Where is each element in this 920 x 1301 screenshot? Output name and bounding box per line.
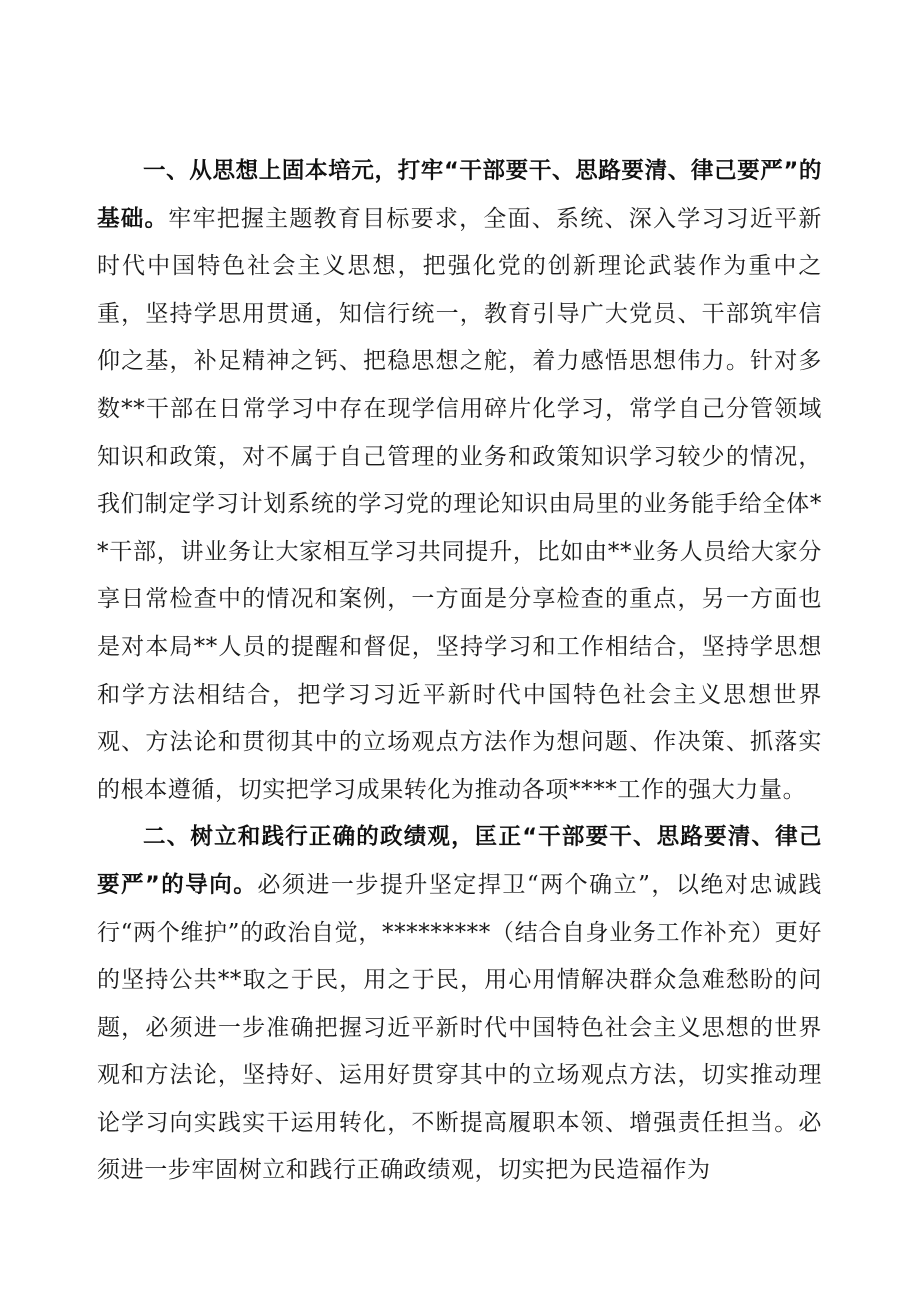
paragraph-1-text: 牢牢把握主题教育目标要求，全面、系统、深入学习习近平新时代中国特色社会主义思想，把强化党的创新理论武装作为重中之重，坚持学思用贯通，知信行统一，教育引导广大党员、干部筑牢信仰之基，补足精神之钙、把稳思想之舵，着力感悟思想伟力。针对多数**干部在日常学习中存在现学信用碎片化学习，常学自己分管领域知识和政策，对不属于自己管理的业务和政策知识学习较少的情况，我们制定学习计划系统的学习党的理论知识由局里的业务能手给全体**干部，讲业务让大家相互学习共同提升，比如由**业务人员给大家分享日常检查中的情况和案例，一方面是分享检查的重点，另一方面也是对本局**人员的提醒和督促，坚持学习和工作相结合，坚持学思想和学方法相结合，把学习习近平新时代中国特色社会主义思想世界观、方法论和贯彻其中的立场观点方法作为想问题、作决策、抓落实的根本遵循，切实把学习成果转化为推动各项****工作的强大力量。 <box>97 205 822 803</box>
document-body <box>97 148 822 1195</box>
paragraph-1-heading: 一、从思想上固本培元，打牢“干部要干、思路要清、律己要严”的基础。 <box>97 158 822 232</box>
paragraph-2-heading: 二、树立和践行正确的政绩观，匡正“干部要干、思路要清、律己要严”的导向。 <box>97 824 822 898</box>
paragraph-2 <box>97 814 822 1195</box>
paragraph-1 <box>97 148 822 814</box>
paragraph-2-text: 必须进一步提升坚定捍卫“两个确立”，以绝对忠诚践行“两个维护”的政治自觉，*********（结合自身业务工作补充）更好的坚持公共**取之于民，用之于民，用心用情解决群众急难愁盼的问题，必须进一步准确把握习近平新时代中国特色社会主义思想的世界观和方法论，坚持好、运用好贯穿其中的立场观点方法，切实推动理论学习向实践实干运用转化，不断提高履职本领、增强责任担当。必须进一步牢固树立和践行正确政绩观，切实把为民造福作为 <box>97 871 822 1184</box>
